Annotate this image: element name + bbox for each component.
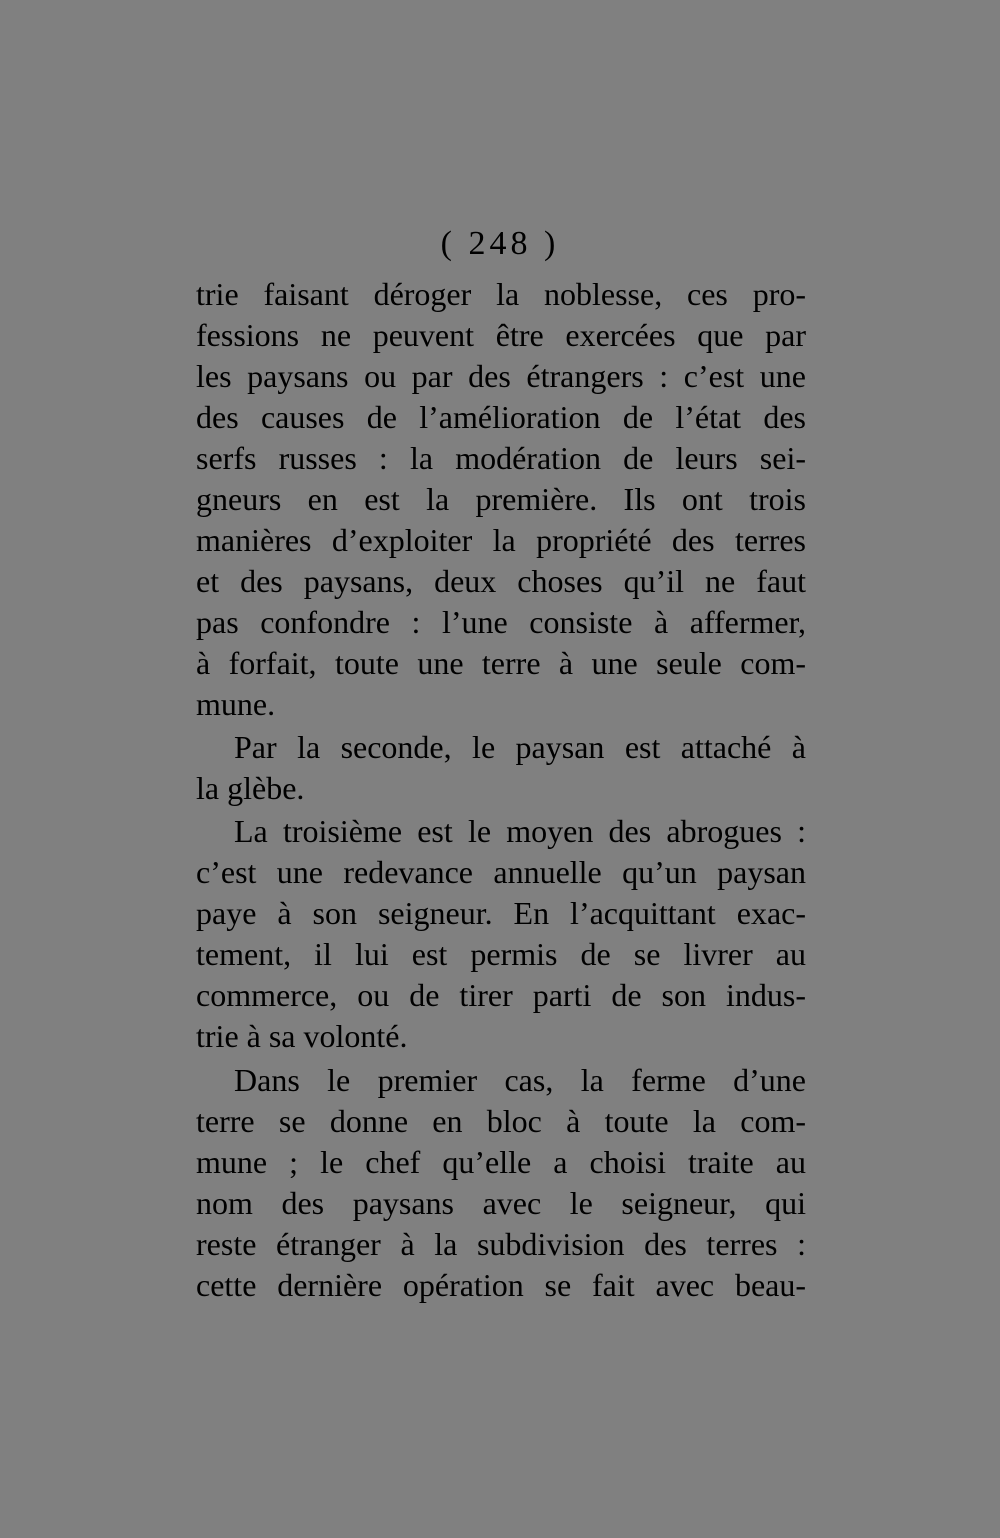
text-line: trie faisant déroger la noblesse, ces pro- [196,276,806,312]
text-line: les paysans ou par des étrangers : c’est une [196,358,806,394]
text-line: nom des paysans avec le seigneur, qui [196,1185,806,1221]
text-line: gneurs en est la première. Ils ont trois [196,481,806,517]
text-line: paye à son seigneur. En l’acquittant exac- [196,895,806,931]
text-line: tement, il lui est permis de se livrer au [196,936,806,972]
text-line: cette dernière opération se fait avec beau- [196,1267,806,1303]
text-line: serfs russes : la modération de leurs sei- [196,440,806,476]
text-line: reste étranger à la subdivision des terres : [196,1226,806,1262]
text-line: trie à sa volonté. [196,1018,408,1054]
page-number: ( 248 ) [440,225,560,262]
text-line: mune. [196,686,276,722]
text-line: terre se donne en bloc à toute la com- [196,1103,806,1139]
text-line: La troisième est le moyen des abrogues : [234,813,806,849]
text-line: des causes de l’amélioration de l’état des [196,399,806,435]
text-line: Dans le premier cas, la ferme d’une [234,1062,806,1098]
text-line: c’est une redevance annuelle qu’un paysan [196,854,806,890]
text-line: et des paysans, deux choses qu’il ne faut [196,563,806,599]
text-line: commerce, ou de tirer parti de son indus- [196,977,806,1013]
text-line: Par la seconde, le paysan est attaché à [234,729,806,765]
text-line: manières d’exploiter la propriété des terres [196,522,806,558]
text-line: la glèbe. [196,770,305,806]
text-line: à forfait, toute une terre à une seule com- [196,645,806,681]
text-line: mune ; le chef qu’elle a choisi traite au [196,1144,806,1180]
text-line: pas confondre : l’une consiste à affermer, [196,604,806,640]
text-line: fessions ne peuvent être exercées que par [196,317,806,353]
